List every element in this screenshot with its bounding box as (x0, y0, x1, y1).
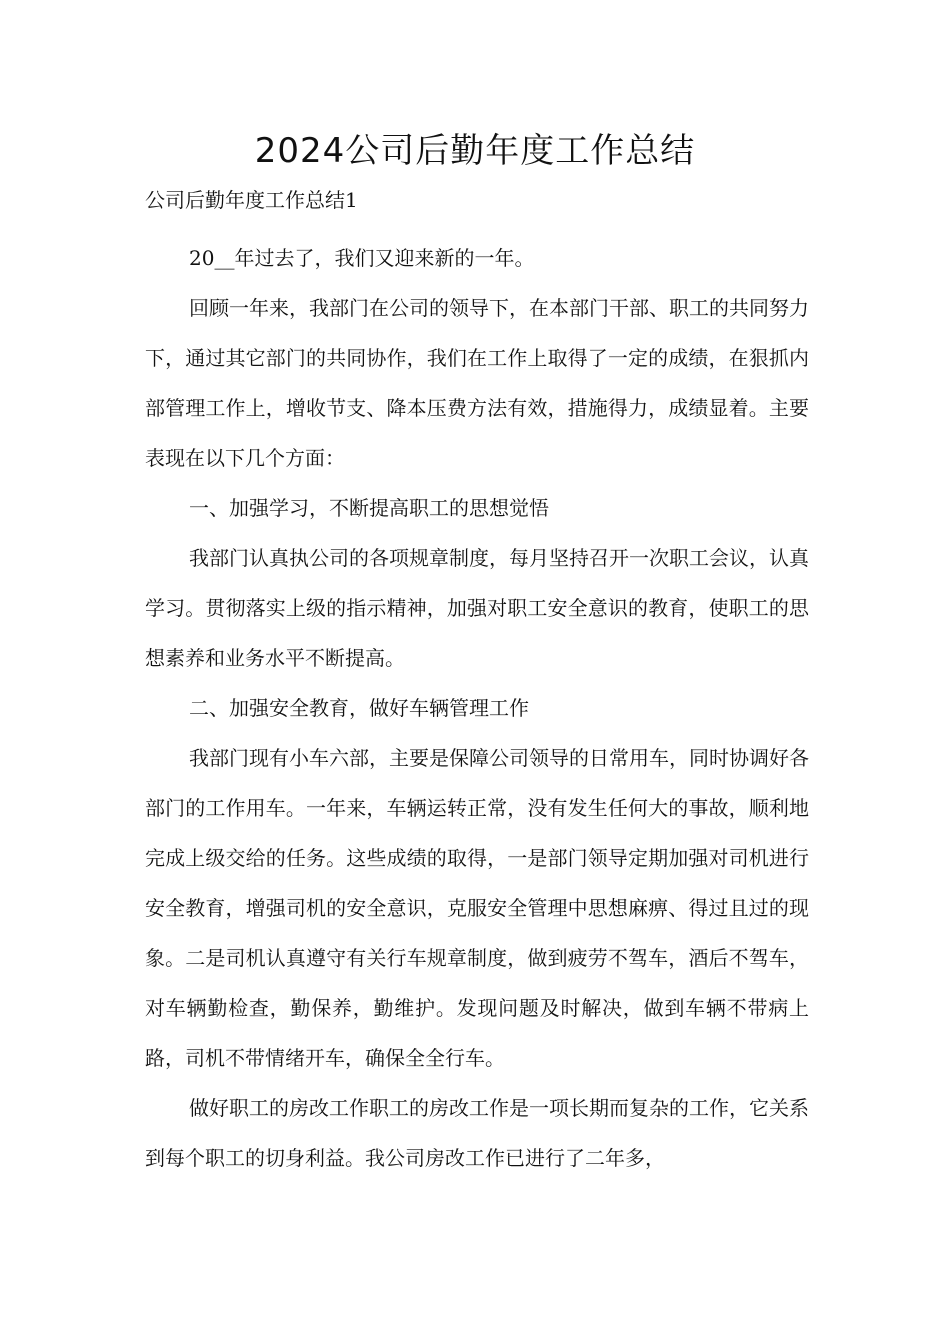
paragraph-intro: 20__年过去了，我们又迎来新的一年。 (189, 246, 535, 270)
document-title: 2024公司后勤年度工作总结 (254, 131, 696, 171)
paragraph-review: 回顾一年来，我部门在公司的领导下，在本部门干部、职工的共同努力下，通过其它部门的共同协作，我们在工作上取得了一定的成绩，在狠抓内部管理工作上，增收节支、降本压费方法有效，措施得力，成绩显着。主要表现在以下几个方面： (145, 296, 809, 470)
paragraph-housing: 做好职工的房改工作职工的房改工作是一项长期而复杂的工作，它关系到每个职工的切身利益。我公司房改工作已进行了二年多， (145, 1096, 809, 1170)
paragraph-study: 我部门认真执公司的各项规章制度，每月坚持召开一次职工会议，认真学习。贯彻落实上级的指示精神，加强对职工安全意识的教育，使职工的思想素养和业务水平不断提高。 (145, 546, 809, 670)
paragraph-vehicles: 我部门现有小车六部，主要是保障公司领导的日常用车，同时协调好各部门的工作用车。一年来，车辆运转正常，没有发生任何大的事故，顺利地完成上级交给的任务。这些成绩的取得，一是部门领导定期加强对司机进行安全教育，增强司机的安全意识，克服安全管理中思想麻痹、得过且过的现象。二是司机认真遵守有关行车规章制度，做到疲劳不驾车，酒后不驾车，对车辆勤检查，勤保养，勤维护。发现问题及时解决，做到车辆不带病上路，司机不带情绪开车，确保全全行车。 (145, 746, 809, 1070)
paragraph-heading-1: 一、加强学习，不断提高职工的思想觉悟 (189, 496, 549, 520)
section-heading: 公司后勤年度工作总结1 (145, 188, 358, 212)
paragraph-heading-2: 二、加强安全教育，做好车辆管理工作 (189, 696, 529, 720)
document-body (145, 233, 809, 1183)
